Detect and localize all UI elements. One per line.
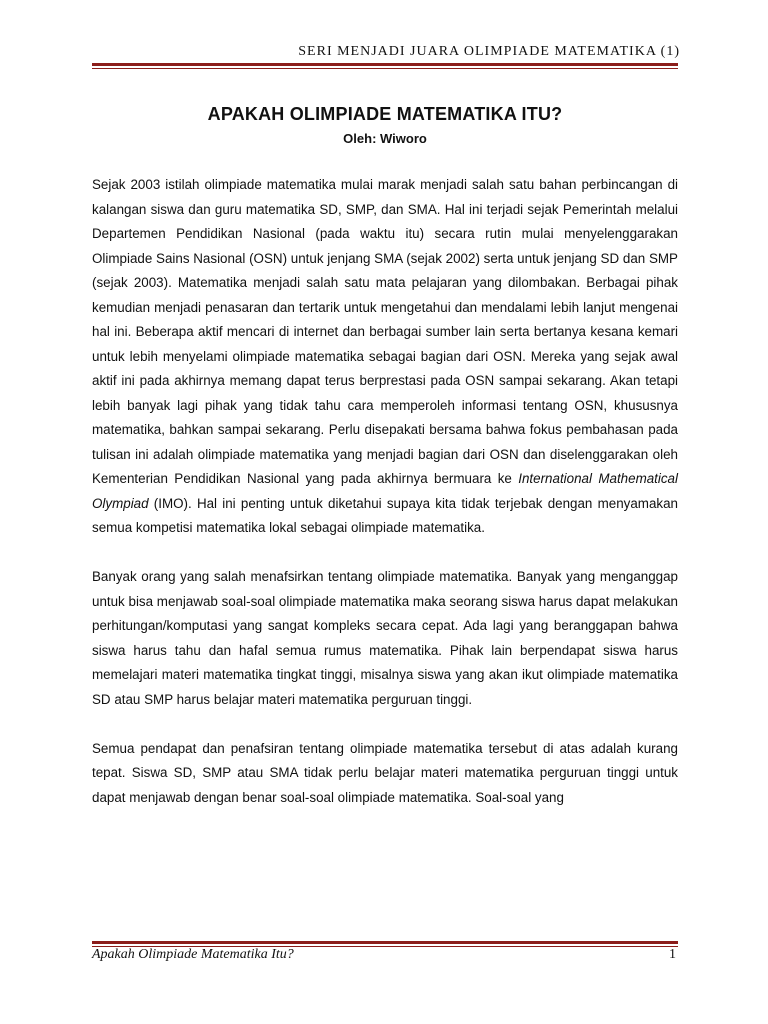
article-body (92, 173, 678, 835)
author-byline: Oleh: Wiworo (343, 131, 427, 146)
imo-italic-term: International Mathematical Olympiad (92, 471, 678, 511)
paragraph-1-text: Sejak 2003 istilah olimpiade matematika mulai marak menjadi salah satu bahan perbincangan di kalangan siswa dan guru matematika SD, SMP, dan SMA. Hal ini terjadi sejak Pemerintah melalui Departemen Pendidikan Nasional (pada waktu itu) secara rutin mulai menyelenggarakan Olimpiade Sains Nasional (OSN) untuk jenjang SMA (sejak 2002) serta untuk jenjang SD dan SMP (sejak 2003). Matematika menjadi salah satu mata pelajaran yang dilombakan. Berbagai pihak kemudian menjadi penasaran dan tertarik untuk mengetahui dan mendalami lebih lanjut mengenai hal ini. Beberapa aktif mencari di internet dan berbagai sumber lain serta bertanya kesana kemari untuk lebih menyelami olimpiade matematika sebagai bagian dari OSN. Mereka yang sejak awal aktif ini pada akhirnya memang dapat terus berprestasi pada OSN sampai sekarang. Akan tetapi lebih banyak lagi pihak yang tidak tahu cara memperoleh informasi tentang OSN, khususnya matematika, bahkan sampai sekarang. Perlu disepakati bersama bahwa fokus pembahasan pada tulisan ini adalah olimpiade matematika yang menjadi bagian dari OSN dan diselenggarakan oleh Kementerian Pendidikan Nasional yang pada akhirnya bermuara ke (92, 177, 678, 486)
paragraph-3: Semua pendapat dan penafsiran tentang olimpiade matematika tersebut di atas adalah kurang tepat. Siswa SD, SMP atau SMA tidak perlu belajar materi matematika perguruan tinggi untuk dapat menjawab dengan benar soal-soal olimpiade matematika. Soal-soal yang (92, 740, 678, 805)
page-number: 1 (669, 947, 676, 962)
running-header: SERI MENJADI JUARA OLIMPIADE MATEMATIKA (1) (298, 44, 680, 59)
paragraph-2: Banyak orang yang salah menafsirkan tentang olimpiade matematika. Banyak yang menganggap untuk bisa menjawab soal-soal olimpiade matematika maka seorang siswa harus dapat melakukan perhitungan/komputasi yang sangat kompleks secara cepat. Ada lagi yang beranggapan bahwa siswa harus tahu dan hafal semua rumus matematika. Pihak lain berpendapat siswa harus memelajari materi matematika tingkat tinggi, misalnya siswa yang akan ikut olimpiade matematika SD atau SMP harus belajar materi matematika perguruan tinggi. (92, 569, 678, 707)
paragraph-1 (92, 173, 678, 541)
footer-title: Apakah Olimpiade Matematika Itu? (92, 947, 294, 962)
page-title: APAKAH OLIMPIADE MATEMATIKA ITU? (207, 104, 563, 124)
header-divider (92, 63, 678, 69)
paragraph-1-text-cont: (IMO). Hal ini penting untuk diketahui supaya kita tidak terjebak dengan menyamakan semua kompetisi matematika lokal sebagai olimpiade matematika. (92, 495, 678, 535)
